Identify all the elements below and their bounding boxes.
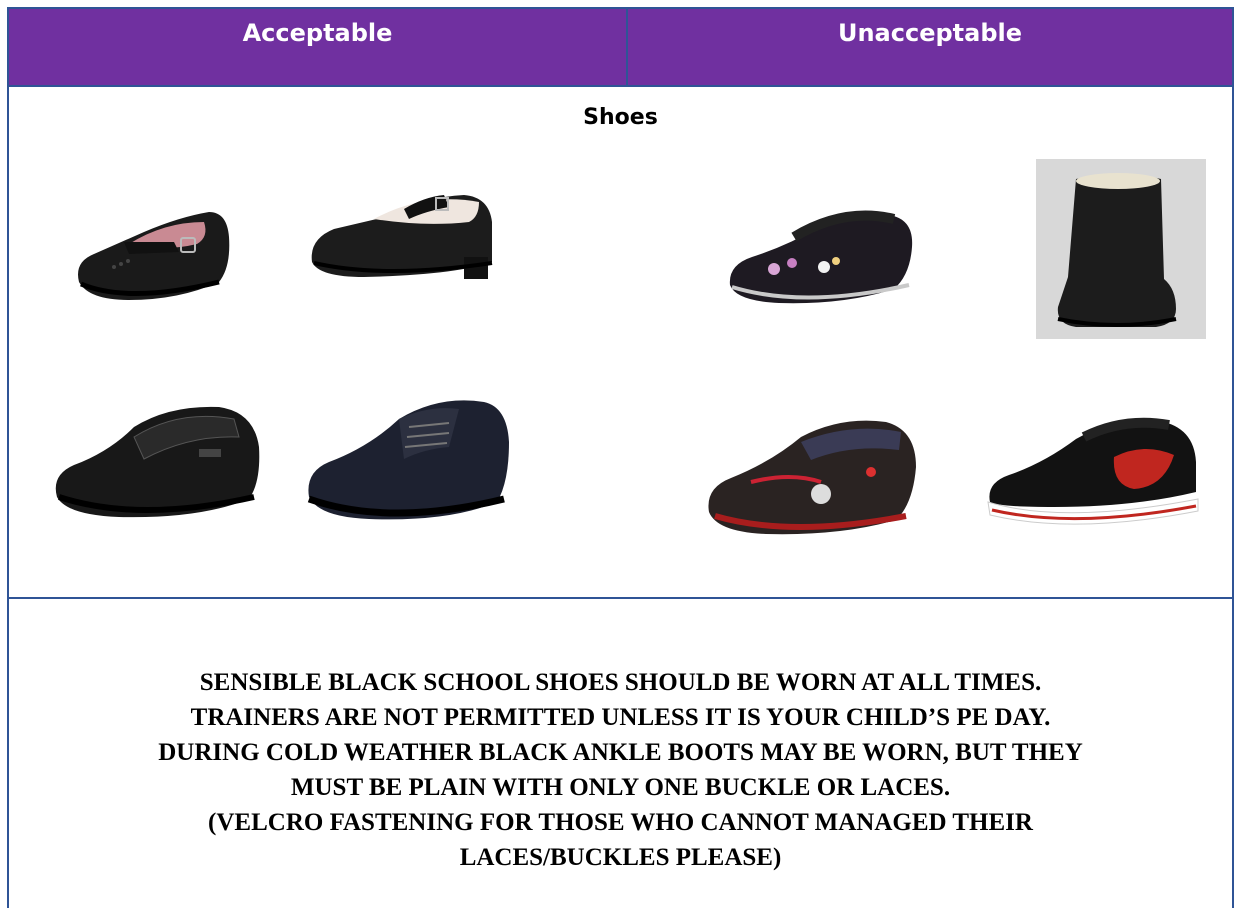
rules-section <box>7 599 1234 908</box>
rules-line: MUST BE PLAIN WITH ONLY ONE BUCKLE OR LACES. <box>290 774 951 801</box>
shoes-section <box>7 85 1234 599</box>
rules-line: SENSIBLE BLACK SCHOOL SHOES SHOULD BE WORN AT ALL TIMES. <box>199 669 1042 696</box>
acceptable-heading: Acceptable <box>242 19 393 47</box>
acceptable-velcro-shoe-image <box>49 397 269 527</box>
unacceptable-boot-image <box>1036 159 1206 339</box>
rules-text <box>19 665 1222 875</box>
uniform-policy-document <box>7 7 1234 908</box>
acceptable-mary-jane-shoe-image <box>304 167 499 297</box>
acceptable-tbar-shoe-image <box>69 182 234 307</box>
unacceptable-lightup-trainer-image <box>701 412 926 542</box>
rules-line: TRAINERS ARE NOT PERMITTED UNLESS IT IS YOUR CHILD’S PE DAY. <box>190 704 1051 731</box>
rules-line: DURING COLD WEATHER BLACK ANKLE BOOTS MAY BE WORN, BUT THEY <box>158 739 1083 766</box>
unacceptable-heading: Unacceptable <box>837 19 1023 47</box>
unacceptable-character-trainer-image <box>984 407 1204 537</box>
unacceptable-embroidered-shoe-image <box>724 197 919 317</box>
rules-line: (VELCRO FASTENING FOR THOSE WHO CANNOT MANAGED THEIR <box>208 809 1033 836</box>
rules-line: LACES/BUCKLES PLEASE) <box>459 844 782 871</box>
table-header <box>7 7 1234 87</box>
acceptable-laceup-shoe-image <box>299 387 514 532</box>
section-title: Shoes <box>583 105 658 130</box>
